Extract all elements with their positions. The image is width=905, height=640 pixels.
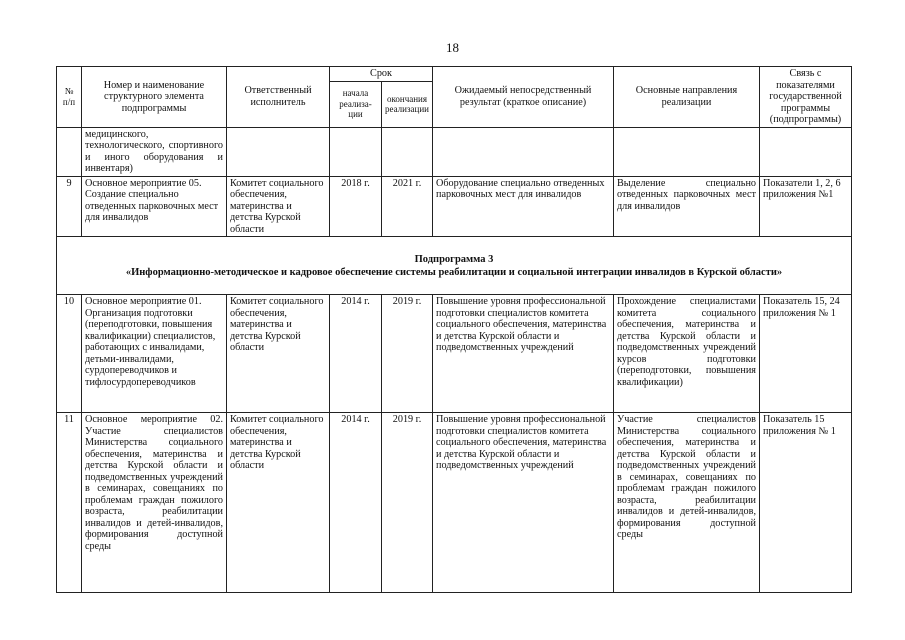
row-directions: Выделение специально отведенных парковочных мест для инвалидов bbox=[614, 176, 760, 237]
table-row bbox=[57, 127, 852, 176]
row-link: Показатель 15, 24 приложения № 1 bbox=[760, 295, 852, 413]
row-result bbox=[433, 127, 614, 176]
page-number: 18 bbox=[446, 40, 459, 55]
measures-table bbox=[56, 66, 852, 593]
header-name: Номер и наименование структурного элемента подпрограммы bbox=[82, 67, 227, 128]
header-directions: Основные направления реализации bbox=[614, 67, 760, 128]
row-result: Повышение уровня профессиональной подготовки специалистов комитета социального обеспечения, материнства и детства Курской области и подведомственных учреждений bbox=[433, 295, 614, 413]
row-link: Показатель 15 приложения № 1 bbox=[760, 413, 852, 593]
row-link: Показатели 1, 2, 6 приложения №1 bbox=[760, 176, 852, 237]
row-start bbox=[330, 127, 382, 176]
subprogram-title: Подпрограмма 3 bbox=[414, 253, 494, 265]
table-row bbox=[57, 413, 852, 593]
row-end: 2021 г. bbox=[382, 176, 433, 237]
row-directions bbox=[614, 127, 760, 176]
subprogram-row bbox=[57, 237, 852, 295]
row-result: Оборудование специально отведенных парковочных мест для инвалидов bbox=[433, 176, 614, 237]
row-num: 10 bbox=[57, 295, 82, 413]
row-num: 9 bbox=[57, 176, 82, 237]
row-end: 2019 г. bbox=[382, 295, 433, 413]
subprogram-name: «Информационно-методическое и кадровое обеспечение системы реабилитации и социальной интеграции инвалидов в Курской области» bbox=[125, 266, 783, 278]
row-name: медицинского, технологического, спортивного и иного оборудования и инвентаря) bbox=[82, 127, 227, 176]
header-result: Ожидаемый непосредственный результат (краткое описание) bbox=[433, 67, 614, 128]
row-executor: Комитет социального обеспечения, материнства и детства Курской области bbox=[227, 176, 330, 237]
subprogram-cell bbox=[57, 237, 852, 295]
row-name: Основное мероприятие 05. Создание специально отведенных парковочных мест для инвалидов bbox=[82, 176, 227, 237]
row-executor: Комитет социального обеспечения, материнства и детства Курской области bbox=[227, 295, 330, 413]
header-row bbox=[57, 67, 852, 82]
row-num: 11 bbox=[57, 413, 82, 593]
row-executor bbox=[227, 127, 330, 176]
row-start: 2014 г. bbox=[330, 413, 382, 593]
row-start: 2018 г. bbox=[330, 176, 382, 237]
row-start: 2014 г. bbox=[330, 295, 382, 413]
row-end bbox=[382, 127, 433, 176]
header-end: окончания реализации bbox=[382, 81, 433, 127]
header-start: начала реализа-ции bbox=[330, 81, 382, 127]
table-row bbox=[57, 295, 852, 413]
row-end: 2019 г. bbox=[382, 413, 433, 593]
row-name: Основное мероприятие 02. Участие специалистов Министерства социального обеспечения, материнства и детства Курской области и подведомственных учреждений в семинарах, совещаниях по проблемам граждан пожилого возраста, реабилитации инвалидов и детей-инвалидов, формирования доступной среды bbox=[82, 413, 227, 593]
row-directions: Участие специалистов Министерства социального обеспечения, материнства и детства Курской области и подведомственных учреждений в семинарах, совещаниях по проблемам граждан пожилого возраста, реабилитации инвалидов и детей-инвалидов, формирования доступной среды bbox=[614, 413, 760, 593]
header-executor: Ответственный исполнитель bbox=[227, 67, 330, 128]
header-term: Срок bbox=[330, 67, 433, 82]
header-num: № п/п bbox=[57, 67, 82, 128]
row-link bbox=[760, 127, 852, 176]
row-num bbox=[57, 127, 82, 176]
header-link: Связь с показателями государственной программы (подпрограммы) bbox=[760, 67, 852, 128]
row-directions: Прохождение специалистами комитета социального обеспечения, материнства и детства Курской области и подведомственных учреждений курсов подготовки (переподготовки, повышения квалификации) bbox=[614, 295, 760, 413]
row-result: Повышение уровня профессиональной подготовки специалистов комитета социального обеспечения, материнства и детства Курской области и подведомственных учреждений bbox=[433, 413, 614, 593]
row-executor: Комитет социального обеспечения, материнства и детства Курской области bbox=[227, 413, 330, 593]
row-name: Основное мероприятие 01. Организация подготовки (переподготовки, повышения квалификации) специалистов, работающих с инвалидами, детьми-инвалидами, сурдопереводчиков и тифлосурдопереводчиков bbox=[82, 295, 227, 413]
table-row bbox=[57, 176, 852, 237]
